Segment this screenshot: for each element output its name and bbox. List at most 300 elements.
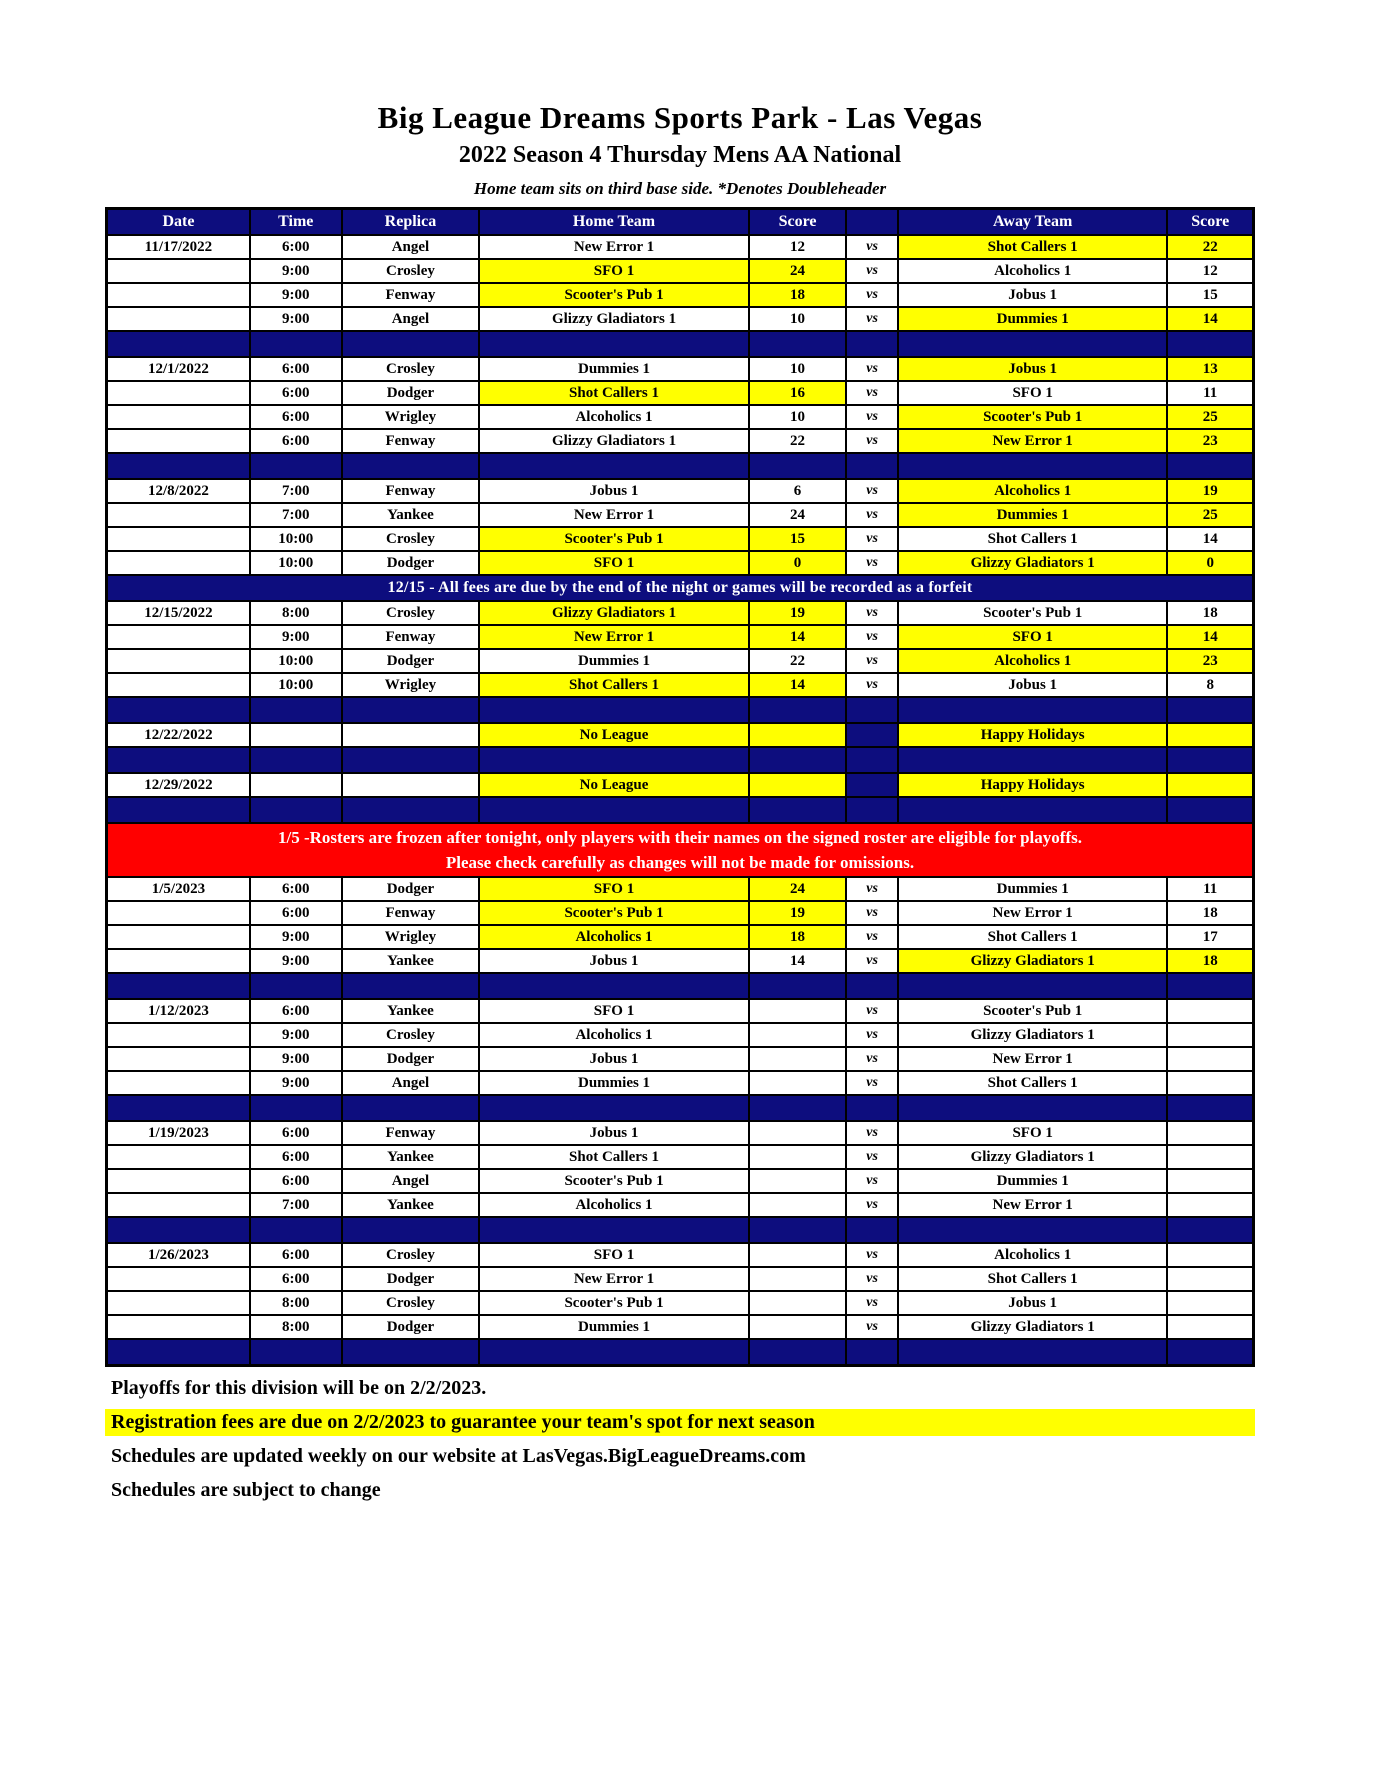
away-score-cell: 17 (1167, 925, 1253, 949)
separator-cell (479, 797, 749, 823)
separator-cell (846, 1095, 898, 1121)
away-team-cell: Glizzy Gladiators 1 (898, 949, 1168, 973)
time-cell: 6:00 (250, 877, 342, 901)
date-cell (107, 901, 250, 925)
time-cell: 9:00 (250, 283, 342, 307)
separator-cell (479, 1339, 749, 1366)
away-team-cell: SFO 1 (898, 381, 1168, 405)
home-team-cell: Scooter's Pub 1 (479, 283, 749, 307)
vs-cell: vs (846, 1169, 898, 1193)
away-team-cell: Happy Holidays (898, 773, 1168, 797)
column-header-away-score: Score (1167, 209, 1253, 236)
time-cell: 9:00 (250, 949, 342, 973)
home-score-cell: 19 (749, 601, 846, 625)
replica-cell (342, 773, 480, 797)
replica-cell: Yankee (342, 949, 480, 973)
away-team-cell: Dummies 1 (898, 877, 1168, 901)
separator-cell (749, 747, 846, 773)
schedule-page (105, 0, 1255, 1504)
separator-cell (749, 331, 846, 357)
time-cell: 9:00 (250, 1047, 342, 1071)
separator-cell (342, 697, 480, 723)
time-cell: 6:00 (250, 999, 342, 1023)
header-note: Home team sits on third base side. *Denotes Doubleheader (473, 179, 887, 198)
away-score-cell: 25 (1167, 405, 1253, 429)
time-cell: 9:00 (250, 925, 342, 949)
replica-cell: Fenway (342, 429, 480, 453)
separator-row (107, 747, 1254, 773)
time-cell: 9:00 (250, 1071, 342, 1095)
home-score-cell: 18 (749, 283, 846, 307)
away-team-cell: New Error 1 (898, 1193, 1168, 1217)
home-team-cell: Shot Callers 1 (479, 381, 749, 405)
away-score-cell: 23 (1167, 649, 1253, 673)
home-team-cell: Shot Callers 1 (479, 673, 749, 697)
away-team-cell: SFO 1 (898, 1121, 1168, 1145)
home-team-cell: Scooter's Pub 1 (479, 1169, 749, 1193)
time-cell: 6:00 (250, 1267, 342, 1291)
game-row (107, 1023, 1254, 1047)
home-score-cell: 22 (749, 429, 846, 453)
away-score-cell: 8 (1167, 673, 1253, 697)
replica-cell: Crosley (342, 601, 480, 625)
separator-cell (846, 697, 898, 723)
separator-cell (342, 331, 480, 357)
away-team-cell: Happy Holidays (898, 723, 1168, 747)
separator-cell (342, 797, 480, 823)
time-cell: 8:00 (250, 1315, 342, 1339)
game-row (107, 949, 1254, 973)
date-cell (107, 1169, 250, 1193)
separator-row (107, 1217, 1254, 1243)
date-cell: 1/19/2023 (107, 1121, 250, 1145)
away-team-cell: Scooter's Pub 1 (898, 601, 1168, 625)
separator-cell (107, 1217, 250, 1243)
time-cell: 9:00 (250, 307, 342, 331)
home-team-cell: Dummies 1 (479, 357, 749, 381)
date-cell (107, 1193, 250, 1217)
separator-cell (342, 973, 480, 999)
time-cell: 7:00 (250, 503, 342, 527)
game-row (107, 999, 1254, 1023)
away-score-cell (1167, 999, 1253, 1023)
replica-cell: Dodger (342, 551, 480, 575)
replica-cell: Dodger (342, 1267, 480, 1291)
column-header-time: Time (250, 209, 342, 236)
replica-cell: Dodger (342, 877, 480, 901)
home-score-cell (749, 723, 846, 747)
separator-cell (1167, 697, 1253, 723)
replica-cell: Fenway (342, 479, 480, 503)
vs-cell: vs (846, 649, 898, 673)
vs-cell: vs (846, 925, 898, 949)
separator-cell (342, 1217, 480, 1243)
separator-cell (1167, 973, 1253, 999)
table-header-row (107, 209, 1254, 236)
away-score-cell (1167, 1193, 1253, 1217)
column-header-away-team: Away Team (898, 209, 1168, 236)
away-team-cell: Glizzy Gladiators 1 (898, 1145, 1168, 1169)
away-team-cell: Shot Callers 1 (898, 925, 1168, 949)
replica-cell: Yankee (342, 1145, 480, 1169)
separator-cell (342, 747, 480, 773)
separator-cell (846, 1339, 898, 1366)
home-team-cell: New Error 1 (479, 625, 749, 649)
vs-cell: vs (846, 1145, 898, 1169)
away-score-cell (1167, 1291, 1253, 1315)
away-score-cell (1167, 1243, 1253, 1267)
notice-row (107, 823, 1254, 877)
home-score-cell: 12 (749, 235, 846, 259)
separator-cell (846, 1217, 898, 1243)
schedule-table (105, 207, 1255, 1367)
away-score-cell: 18 (1167, 601, 1253, 625)
home-team-cell: Shot Callers 1 (479, 1145, 749, 1169)
away-team-cell: New Error 1 (898, 429, 1168, 453)
home-team-cell: Dummies 1 (479, 649, 749, 673)
game-row (107, 1291, 1254, 1315)
home-score-cell: 14 (749, 673, 846, 697)
separator-row (107, 973, 1254, 999)
vs-cell: vs (846, 1291, 898, 1315)
home-score-cell: 15 (749, 527, 846, 551)
vs-cell (846, 723, 898, 747)
away-team-cell: Shot Callers 1 (898, 235, 1168, 259)
banner-row (107, 575, 1254, 601)
separator-row (107, 797, 1254, 823)
vs-cell: vs (846, 999, 898, 1023)
away-team-cell: Glizzy Gladiators 1 (898, 1315, 1168, 1339)
home-team-cell: Dummies 1 (479, 1071, 749, 1095)
separator-cell (749, 1217, 846, 1243)
date-cell (107, 673, 250, 697)
home-score-cell (749, 1243, 846, 1267)
away-team-cell: Jobus 1 (898, 283, 1168, 307)
separator-cell (1167, 747, 1253, 773)
time-cell: 9:00 (250, 259, 342, 283)
game-row (107, 405, 1254, 429)
vs-cell: vs (846, 551, 898, 575)
game-row (107, 1243, 1254, 1267)
separator-cell (107, 331, 250, 357)
home-score-cell (749, 1023, 846, 1047)
home-team-cell: Alcoholics 1 (479, 405, 749, 429)
date-cell: 12/29/2022 (107, 773, 250, 797)
replica-cell: Crosley (342, 1243, 480, 1267)
game-row (107, 503, 1254, 527)
replica-cell: Wrigley (342, 405, 480, 429)
time-cell: 8:00 (250, 601, 342, 625)
vs-cell: vs (846, 1121, 898, 1145)
game-row (107, 527, 1254, 551)
home-team-cell: SFO 1 (479, 999, 749, 1023)
footer-playoffs-note: Playoffs for this division will be on 2/2/2023. (111, 1377, 487, 1399)
away-score-cell: 12 (1167, 259, 1253, 283)
home-score-cell: 10 (749, 307, 846, 331)
game-row (107, 259, 1254, 283)
separator-cell (1167, 331, 1253, 357)
home-score-cell: 24 (749, 259, 846, 283)
home-score-cell (749, 1121, 846, 1145)
column-header-date: Date (107, 209, 250, 236)
separator-row (107, 453, 1254, 479)
separator-cell (107, 747, 250, 773)
game-row (107, 901, 1254, 925)
date-cell (107, 1315, 250, 1339)
away-score-cell: 13 (1167, 357, 1253, 381)
away-team-cell: Jobus 1 (898, 673, 1168, 697)
date-cell (107, 283, 250, 307)
home-score-cell: 18 (749, 925, 846, 949)
separator-cell (1167, 797, 1253, 823)
time-cell (250, 723, 342, 747)
time-cell: 7:00 (250, 1193, 342, 1217)
game-row (107, 1267, 1254, 1291)
date-cell (107, 649, 250, 673)
game-row (107, 1047, 1254, 1071)
date-cell: 12/1/2022 (107, 357, 250, 381)
time-cell: 6:00 (250, 405, 342, 429)
game-row (107, 925, 1254, 949)
away-team-cell: Alcoholics 1 (898, 649, 1168, 673)
separator-cell (250, 1217, 342, 1243)
away-score-cell: 19 (1167, 479, 1253, 503)
home-score-cell: 19 (749, 901, 846, 925)
game-row (107, 625, 1254, 649)
vs-cell: vs (846, 357, 898, 381)
away-team-cell: Glizzy Gladiators 1 (898, 1023, 1168, 1047)
away-team-cell: Dummies 1 (898, 1169, 1168, 1193)
separator-cell (1167, 1339, 1253, 1366)
away-team-cell: Jobus 1 (898, 357, 1168, 381)
separator-cell (898, 1095, 1168, 1121)
vs-cell: vs (846, 949, 898, 973)
replica-cell: Crosley (342, 1291, 480, 1315)
time-cell: 6:00 (250, 381, 342, 405)
separator-row (107, 1095, 1254, 1121)
away-team-cell: Shot Callers 1 (898, 1267, 1168, 1291)
replica-cell: Fenway (342, 1121, 480, 1145)
time-cell: 10:00 (250, 527, 342, 551)
game-row (107, 551, 1254, 575)
away-team-cell: Alcoholics 1 (898, 1243, 1168, 1267)
replica-cell: Crosley (342, 1023, 480, 1047)
home-team-cell: Scooter's Pub 1 (479, 527, 749, 551)
away-score-cell: 22 (1167, 235, 1253, 259)
separator-cell (250, 331, 342, 357)
away-score-cell: 18 (1167, 949, 1253, 973)
away-score-cell (1167, 1071, 1253, 1095)
separator-cell (898, 453, 1168, 479)
home-score-cell: 22 (749, 649, 846, 673)
game-row (107, 381, 1254, 405)
separator-cell (107, 1095, 250, 1121)
away-team-cell: New Error 1 (898, 1047, 1168, 1071)
home-score-cell (749, 1315, 846, 1339)
separator-cell (250, 697, 342, 723)
time-cell: 6:00 (250, 901, 342, 925)
time-cell: 6:00 (250, 1121, 342, 1145)
away-score-cell (1167, 1145, 1253, 1169)
vs-cell: vs (846, 1243, 898, 1267)
separator-cell (846, 747, 898, 773)
separator-cell (846, 453, 898, 479)
replica-cell: Fenway (342, 283, 480, 307)
game-row (107, 479, 1254, 503)
home-score-cell (749, 1291, 846, 1315)
replica-cell: Yankee (342, 999, 480, 1023)
vs-cell: vs (846, 601, 898, 625)
away-team-cell: Alcoholics 1 (898, 479, 1168, 503)
separator-cell (107, 1339, 250, 1366)
date-cell (107, 527, 250, 551)
date-cell (107, 1047, 250, 1071)
time-cell: 10:00 (250, 649, 342, 673)
away-team-cell: Jobus 1 (898, 1291, 1168, 1315)
separator-cell (107, 973, 250, 999)
vs-cell: vs (846, 673, 898, 697)
date-cell (107, 1071, 250, 1095)
time-cell: 7:00 (250, 479, 342, 503)
vs-cell: vs (846, 381, 898, 405)
separator-cell (479, 331, 749, 357)
home-team-cell: Alcoholics 1 (479, 1023, 749, 1047)
separator-cell (1167, 1217, 1253, 1243)
game-row (107, 649, 1254, 673)
replica-cell: Crosley (342, 357, 480, 381)
home-score-cell (749, 999, 846, 1023)
column-header-vs (846, 209, 898, 236)
separator-cell (479, 973, 749, 999)
home-team-cell: Glizzy Gladiators 1 (479, 429, 749, 453)
date-cell: 1/12/2023 (107, 999, 250, 1023)
separator-cell (749, 1339, 846, 1366)
game-row (107, 429, 1254, 453)
date-cell (107, 1145, 250, 1169)
separator-row (107, 1339, 1254, 1366)
date-cell: 11/17/2022 (107, 235, 250, 259)
noleague-row (107, 723, 1254, 747)
column-header-home-score: Score (749, 209, 846, 236)
date-cell (107, 405, 250, 429)
away-team-cell: New Error 1 (898, 901, 1168, 925)
away-team-cell: Shot Callers 1 (898, 1071, 1168, 1095)
away-score-cell (1167, 1047, 1253, 1071)
date-cell (107, 503, 250, 527)
away-team-cell: Dummies 1 (898, 503, 1168, 527)
away-team-cell: SFO 1 (898, 625, 1168, 649)
vs-cell: vs (846, 625, 898, 649)
away-score-cell (1167, 1267, 1253, 1291)
separator-cell (1167, 453, 1253, 479)
time-cell: 10:00 (250, 673, 342, 697)
separator-cell (342, 453, 480, 479)
home-team-cell: SFO 1 (479, 259, 749, 283)
date-cell (107, 1267, 250, 1291)
separator-cell (1167, 1095, 1253, 1121)
vs-cell: vs (846, 1315, 898, 1339)
separator-cell (749, 697, 846, 723)
separator-cell (250, 1095, 342, 1121)
date-cell (107, 949, 250, 973)
vs-cell: vs (846, 1023, 898, 1047)
away-score-cell (1167, 773, 1253, 797)
separator-cell (898, 1217, 1168, 1243)
home-team-cell: Dummies 1 (479, 1315, 749, 1339)
vs-cell: vs (846, 877, 898, 901)
column-header-replica: Replica (342, 209, 480, 236)
vs-cell: vs (846, 307, 898, 331)
date-cell: 12/22/2022 (107, 723, 250, 747)
separator-cell (846, 331, 898, 357)
home-team-cell: Scooter's Pub 1 (479, 1291, 749, 1315)
away-score-cell (1167, 1315, 1253, 1339)
game-row (107, 1315, 1254, 1339)
home-team-cell: SFO 1 (479, 551, 749, 575)
replica-cell: Dodger (342, 1047, 480, 1071)
time-cell: 6:00 (250, 357, 342, 381)
away-score-cell: 0 (1167, 551, 1253, 575)
separator-cell (479, 697, 749, 723)
home-score-cell (749, 1047, 846, 1071)
date-cell (107, 381, 250, 405)
separator-cell (846, 973, 898, 999)
replica-cell: Dodger (342, 649, 480, 673)
separator-cell (250, 973, 342, 999)
game-row (107, 283, 1254, 307)
game-row (107, 1193, 1254, 1217)
home-score-cell: 6 (749, 479, 846, 503)
vs-cell: vs (846, 283, 898, 307)
away-score-cell (1167, 1169, 1253, 1193)
away-score-cell: 18 (1167, 901, 1253, 925)
away-score-cell (1167, 723, 1253, 747)
footer-registration-note: Registration fees are due on 2/2/2023 to guarantee your team's spot for next season (105, 1409, 1255, 1436)
game-row (107, 877, 1254, 901)
separator-cell (898, 973, 1168, 999)
vs-cell: vs (846, 405, 898, 429)
home-team-cell: Jobus 1 (479, 1121, 749, 1145)
away-team-cell: Scooter's Pub 1 (898, 999, 1168, 1023)
away-score-cell: 11 (1167, 381, 1253, 405)
separator-cell (898, 797, 1168, 823)
replica-cell: Angel (342, 1071, 480, 1095)
date-cell (107, 1023, 250, 1047)
home-team-cell: SFO 1 (479, 877, 749, 901)
time-cell: 9:00 (250, 625, 342, 649)
game-row (107, 1121, 1254, 1145)
separator-cell (846, 797, 898, 823)
replica-cell: Angel (342, 1169, 480, 1193)
separator-cell (107, 797, 250, 823)
date-cell: 1/26/2023 (107, 1243, 250, 1267)
separator-cell (342, 1339, 480, 1366)
home-team-cell: Glizzy Gladiators 1 (479, 307, 749, 331)
time-cell: 10:00 (250, 551, 342, 575)
column-header-home-team: Home Team (479, 209, 749, 236)
vs-cell: vs (846, 1071, 898, 1095)
home-score-cell: 10 (749, 357, 846, 381)
home-team-cell: Scooter's Pub 1 (479, 901, 749, 925)
separator-cell (898, 1339, 1168, 1366)
separator-cell (749, 1095, 846, 1121)
home-score-cell (749, 773, 846, 797)
time-cell: 6:00 (250, 1169, 342, 1193)
time-cell (250, 773, 342, 797)
home-score-cell (749, 1193, 846, 1217)
separator-row (107, 331, 1254, 357)
footer-website-note: Schedules are updated weekly on our website at LasVegas.BigLeagueDreams.com (111, 1445, 806, 1467)
